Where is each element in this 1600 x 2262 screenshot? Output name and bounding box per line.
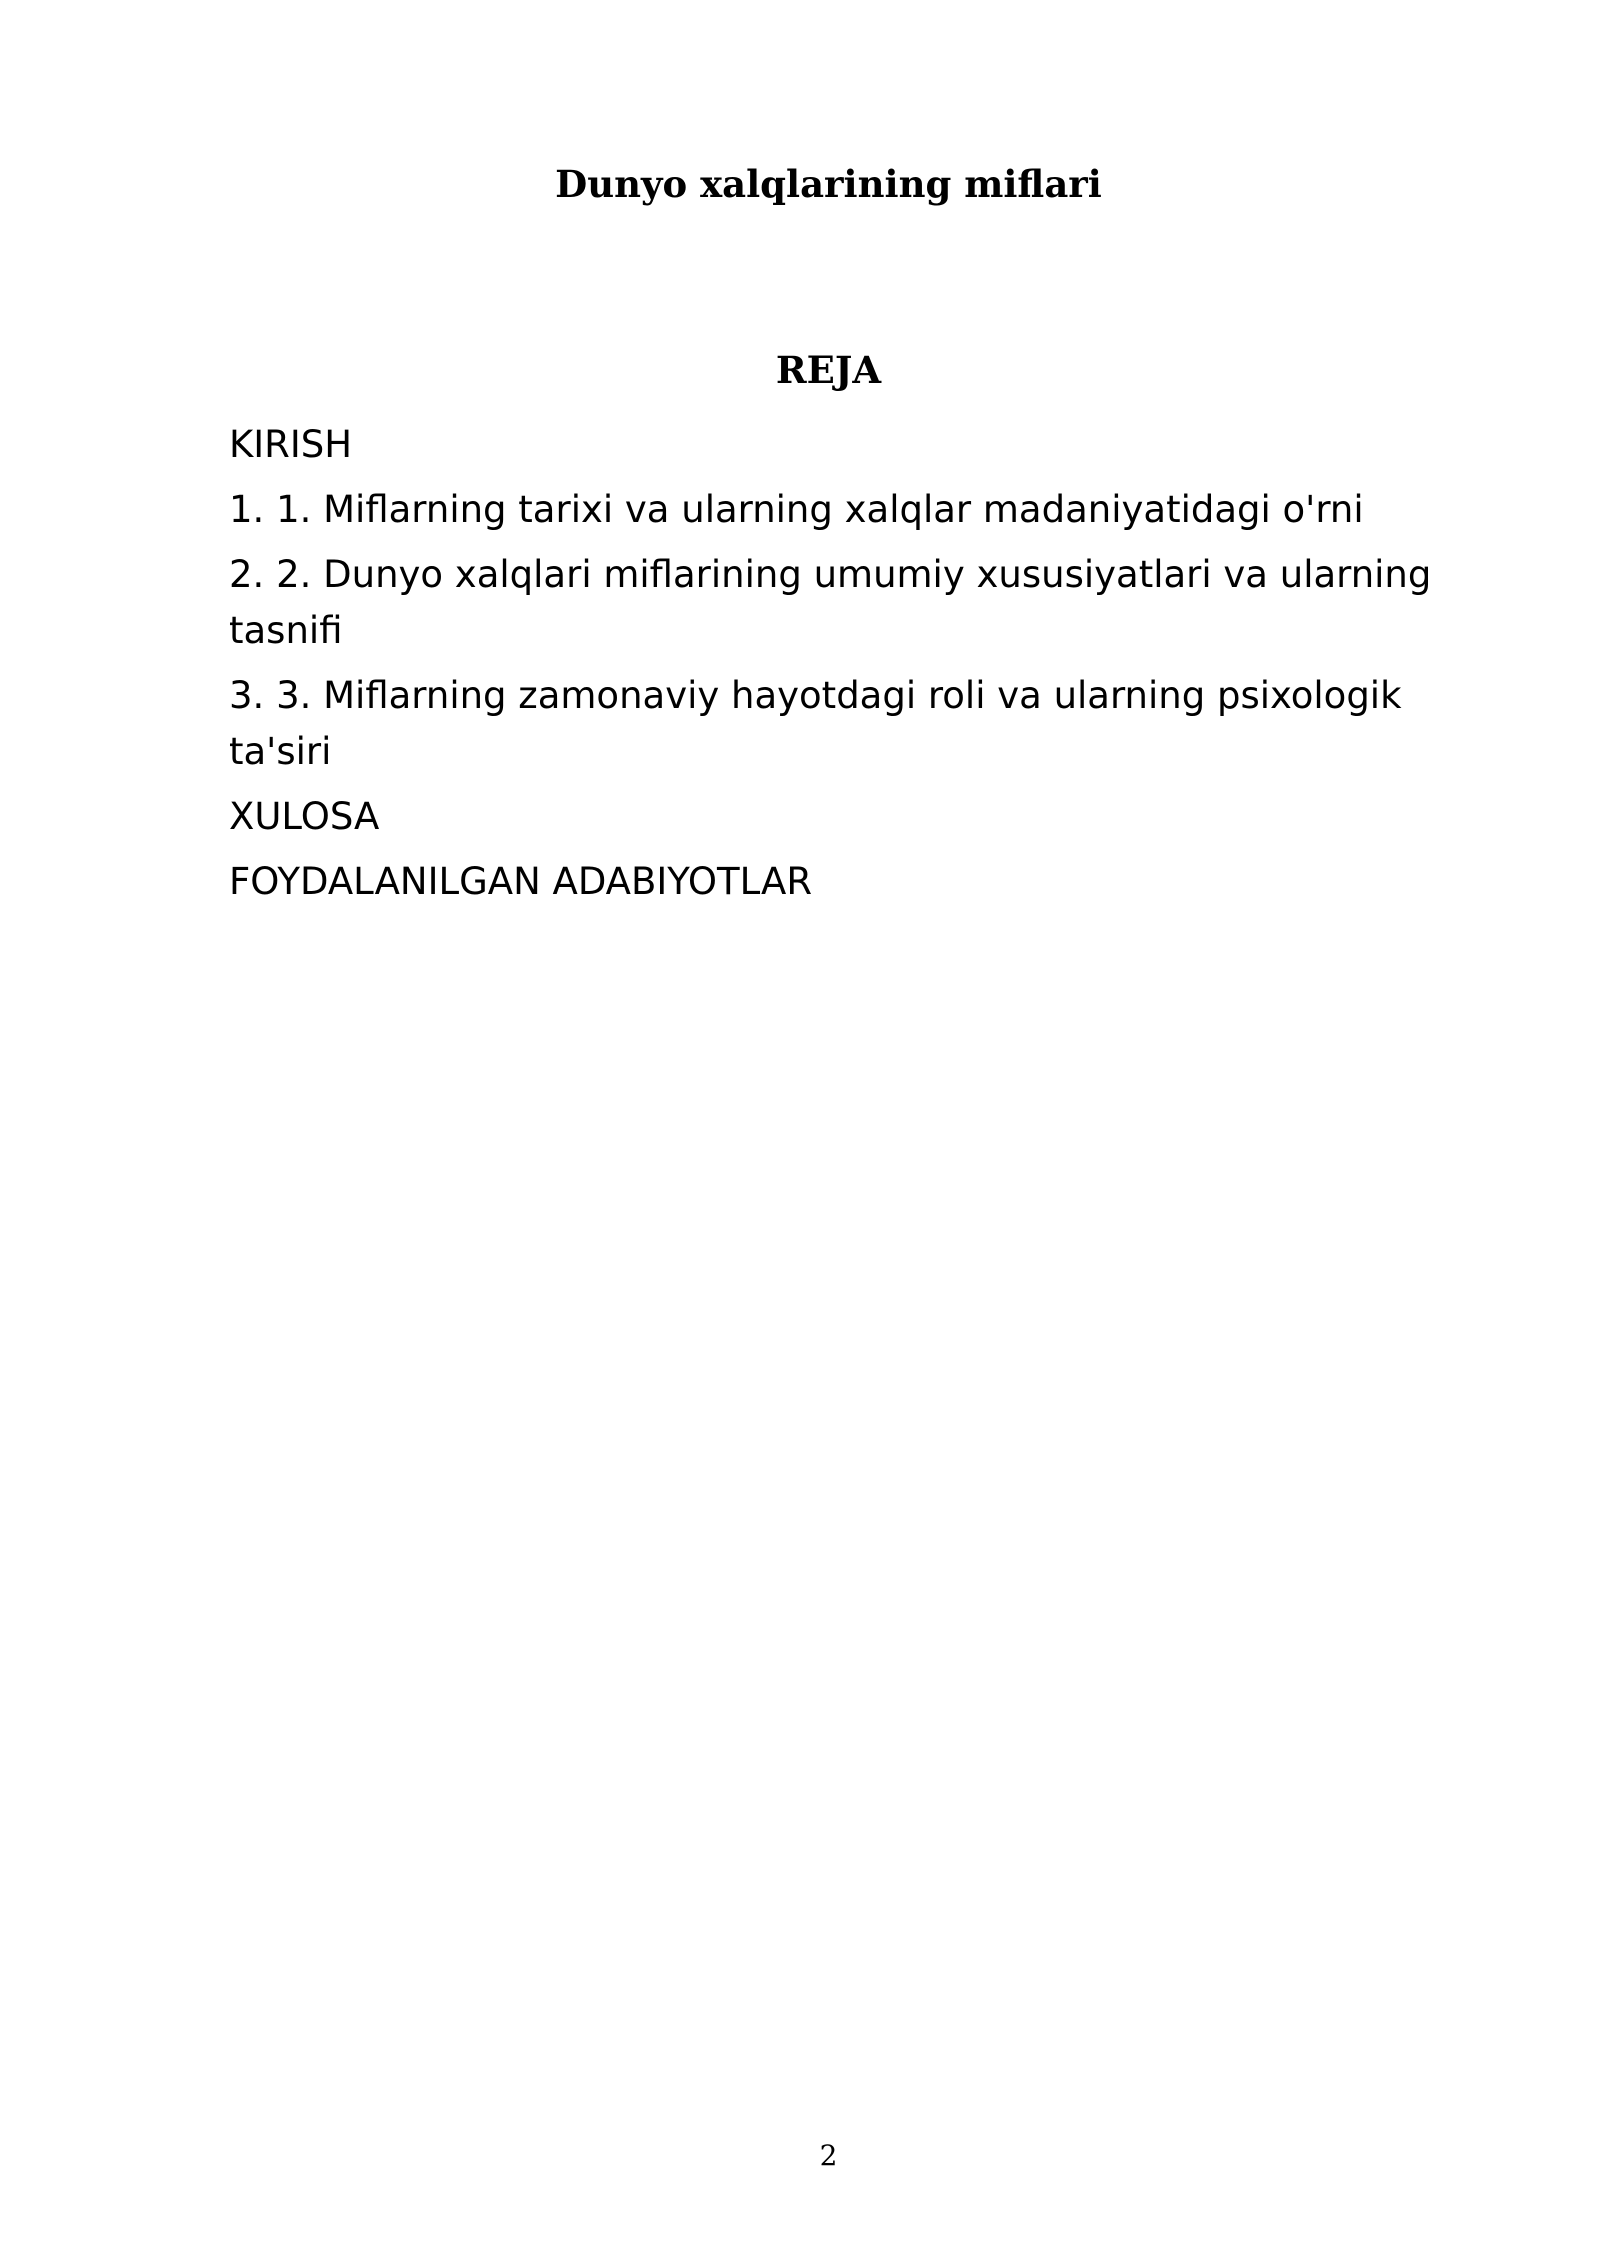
document-title: Dunyo xalqlarining miflari (555, 162, 1102, 206)
plan-item-references: FOYDALANILGAN ADABIYOTLAR (229, 860, 813, 903)
plan-item-chapter-1: 1. 1. Miflarning tarixi va ularning xalqlar madaniyatidagi o'rni (229, 488, 1364, 531)
plan-item-conclusion: XULOSA (229, 795, 380, 838)
plan-heading: REJA (775, 348, 882, 392)
plan-item-chapter-3: 3. 3. Miflarning zamonaviy hayotdagi roli va ularning psixologik ta'siri (229, 674, 1402, 773)
plan-item-chapter-2: 2. 2. Dunyo xalqlari miflarining umumiy xususiyatlari va ularning tasnifi (229, 553, 1432, 652)
plan-list (229, 417, 1499, 919)
page-number: 2 (819, 2139, 838, 2172)
plan-item-introduction: KIRISH (229, 423, 353, 466)
